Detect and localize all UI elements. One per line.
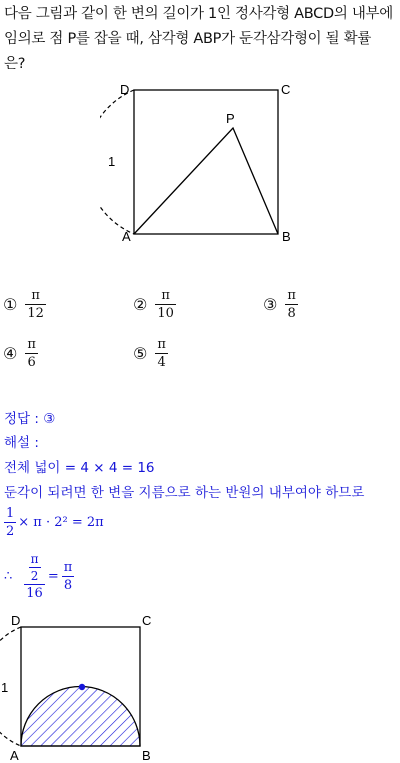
vertex-label-c: C <box>281 82 291 97</box>
side-length-label: 1 <box>1 680 9 695</box>
probability-compound-fraction <box>24 552 45 601</box>
result-fraction <box>62 560 75 593</box>
figure-semicircle-region <box>0 608 170 763</box>
choice-fraction <box>285 288 298 321</box>
denominator: 4 <box>157 355 166 370</box>
total-area-line: 전체 넓이 = 4 × 4 = 16 <box>4 460 155 476</box>
hatched-semicircle <box>21 687 140 747</box>
numerator: π <box>30 552 39 566</box>
numerator: π <box>31 288 40 303</box>
therefore-symbol: ∴ <box>4 569 13 584</box>
semicircle-area-expression: × π · 2² = 2π <box>18 515 104 530</box>
vertex-label-d: D <box>120 82 130 97</box>
square-outline <box>134 90 278 234</box>
choice-marker: ⑤ <box>133 344 148 363</box>
choice-marker: ④ <box>3 344 18 363</box>
denominator: 12 <box>27 306 44 321</box>
choice-marker: ② <box>133 295 148 314</box>
denominator: 6 <box>27 355 36 370</box>
choice-1[interactable] <box>3 288 46 321</box>
inner-fraction <box>29 552 41 583</box>
side-length-label: 1 <box>108 154 116 169</box>
problem-line-1: 다음 그림과 같이 한 변의 길이가 1인 정사각형 ABCD의 내부에 <box>4 6 393 22</box>
numerator: π <box>287 288 296 303</box>
vertex-label-c: C <box>142 613 152 628</box>
equals-sign: = <box>47 569 59 584</box>
denominator: 16 <box>26 586 43 601</box>
vertex-label-d: D <box>11 613 21 628</box>
vertex-label-a: A <box>10 748 19 763</box>
point-label-p: P <box>226 111 235 126</box>
vertex-label-b: B <box>142 748 151 763</box>
denominator: 2 <box>6 524 15 539</box>
choice-2[interactable] <box>133 288 176 321</box>
semicircle-area-line <box>4 506 104 539</box>
numerator: π <box>161 288 170 303</box>
denominator: 8 <box>287 306 296 321</box>
denominator: 8 <box>63 578 73 593</box>
numerator: π <box>27 337 36 352</box>
denominator: 10 <box>157 306 174 321</box>
half-fraction <box>4 506 16 539</box>
choice-fraction <box>155 288 176 321</box>
condition-line: 둔각이 되려면 한 변을 지름으로 하는 반원의 내부여야 하므로 <box>4 485 365 501</box>
dashed-arc <box>100 90 134 234</box>
numerator: π <box>63 560 73 575</box>
numerator: π <box>157 337 166 352</box>
choice-marker: ③ <box>263 295 278 314</box>
choice-fraction <box>155 337 168 370</box>
choice-5[interactable] <box>133 337 168 370</box>
problem-line-3: 은? <box>4 56 26 72</box>
numerator: 1 <box>6 506 15 521</box>
choice-3[interactable] <box>263 288 298 321</box>
choice-4[interactable] <box>3 337 38 370</box>
problem-line-2: 임의로 점 P를 잡을 때, 삼각형 ABP가 둔각삼각형이 될 확률 <box>4 31 372 47</box>
vertex-label-a: A <box>122 229 131 244</box>
center-dot <box>79 684 85 690</box>
choice-marker: ① <box>3 295 18 314</box>
triangle-abp <box>134 128 278 234</box>
explanation-label: 해설 : <box>4 435 39 451</box>
choice-fraction <box>25 337 38 370</box>
probability-line <box>4 552 74 601</box>
denominator: 2 <box>30 569 39 583</box>
choice-fraction <box>25 288 46 321</box>
answer-label: 정답 : ③ <box>4 411 56 427</box>
vertex-label-b: B <box>282 229 291 244</box>
figure-square-abcd <box>100 78 300 248</box>
